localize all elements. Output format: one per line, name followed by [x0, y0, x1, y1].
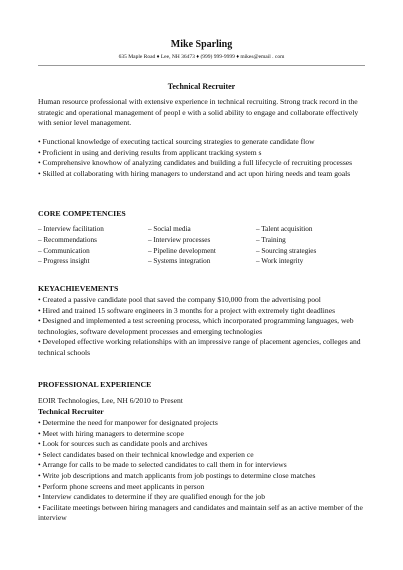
competency-item: – Social media: [148, 225, 191, 233]
achievements-heading: KEYACHIEVEMENTS: [38, 284, 119, 293]
duty-item: • Look for sources such as candidate pools and archives: [38, 439, 208, 449]
competencies-column-2: [148, 224, 216, 267]
achievement-item: • Developed effective working relationships with an impressive range of placement agencies, colleges and technical schools: [38, 337, 361, 357]
skills-list: [38, 137, 366, 179]
duties-list: [38, 418, 366, 524]
job-title: Technical Recruiter: [167, 82, 236, 91]
skill-item: • Proficient in using and deriving results from applicant tracking system s: [38, 147, 262, 157]
skill-item: • Skilled at collaborating with hiring managers to understand and act upon hiring needs and team goals: [38, 168, 351, 178]
achievement-item: • Created a passive candidate pool that saved the company $10,000 from the advertising pool: [38, 295, 321, 304]
duty-item: • Select candidates based on their technical knowledge and experien ce: [38, 449, 254, 459]
achievement-item: • Designed and implemented a test screening process, which incorporated programming languages, web technologies, software development processes and emerging technologies: [38, 316, 354, 336]
competency-item: – Work integrity: [256, 257, 304, 266]
duty-item: • Meet with hiring managers to determine scope: [38, 428, 184, 438]
competency-item: – Systems integration: [148, 257, 211, 266]
competency-item: – Talent acquisition: [256, 225, 313, 233]
competencies-heading: CORE COMPETENCIES: [38, 209, 126, 218]
role-title: Technical Recruiter: [38, 407, 104, 416]
summary-paragraph: Human resource professional with extensive experience in technical recruiting. Strong track record in the strategic and operational management of peopl e with a solid ability to engage and collaborate effectively with senior level management.: [38, 97, 359, 128]
duty-item: • Determine the need for manpower for designated projects: [38, 418, 218, 427]
header-divider: [38, 65, 365, 66]
competency-item: – Training: [256, 235, 286, 244]
candidate-name: Mike Sparling: [170, 39, 233, 50]
skill-item: • Comprehensive knowhow of analyzing candidates and building a full lifecycle of recruiting processes: [38, 158, 353, 168]
skill-item: • Functional knowledge of executing tactical sourcing strategies to generate candidate flow: [38, 137, 315, 146]
competency-item: – Pipeline development: [148, 246, 216, 255]
experience-heading: PROFESSIONAL EXPERIENCE: [38, 380, 152, 389]
competency-item: – Progress insight: [38, 257, 90, 266]
competency-item: – Communication: [38, 246, 90, 255]
competency-item: – Interview processes: [148, 235, 211, 244]
duty-item: • Perform phone screens and meet applicants in person: [38, 481, 205, 491]
duty-item: • Interview candidates to determine if they are qualified enough for the job: [38, 492, 266, 502]
competencies-column-3: [256, 224, 316, 267]
achievement-item: • Hired and trained 15 software engineers in 3 months for a project with extremely tight deadlines: [38, 305, 336, 315]
duty-item: • Arrange for calls to be made to selected candidates to call them in for interviews: [38, 460, 287, 470]
contact-line: 635 Maple Road ♦ Lee, NH 36473 ♦ (999) 999-9999 ♦ mikes@email . com: [118, 54, 285, 60]
competency-item: – Sourcing strategies: [256, 246, 317, 255]
duty-item: • Write job descriptions and match applicants from job postings to determine close matches: [38, 470, 316, 480]
company-line: EOIR Technologies, Lee, NH 6/2010 to Present: [38, 396, 183, 405]
competency-item: – Interview facilitation: [38, 225, 104, 233]
duty-item: • Facilitate meetings between hiring managers and candidates and maintain self as an active member of the interview: [38, 502, 363, 523]
competency-item: – Recommendations: [38, 235, 97, 244]
competencies-column-1: [38, 224, 104, 267]
achievements-list: [38, 295, 366, 359]
